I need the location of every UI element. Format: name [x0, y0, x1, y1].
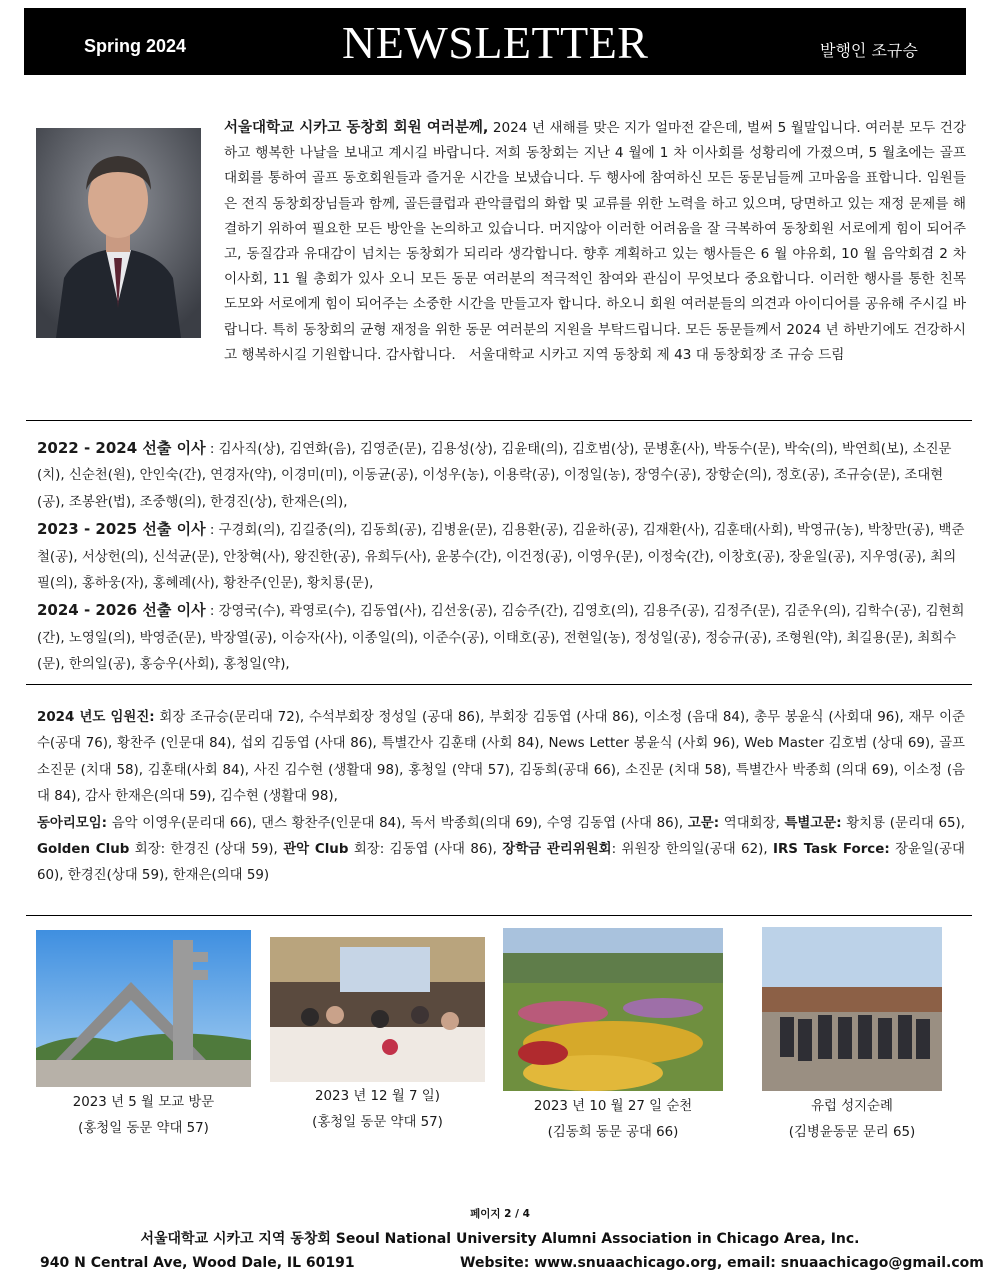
photo-caption-3 — [503, 1094, 723, 1146]
irs-task-force-title: IRS Task Force: — [773, 842, 890, 858]
publisher-label: 발행인 조규승 — [820, 41, 918, 60]
photo-campus-gate — [36, 930, 251, 1087]
gwanak-club-title: 관악 Club — [283, 842, 349, 858]
elected-names: : 강영국(수), 곽영로(수), 김동엽(사), 김선웅(공), 김승주(간), 김영호(의), 김용주(공), 김정주(문), 김준우(의), 김학수(공), 김현희(간), 노영일(의), 박영준(문), 박장열(공), 이승자(사), 이종일(의), 이준수(공), 이태호(공), 전현일(농), 정성일(공), 정승규(공), 조형원(약), 최길용(문), 최희수(문), 한의일(공), 홍승우(사회), 홍청일(약), — [37, 604, 965, 673]
advisor-text: 역대회장, — [719, 815, 785, 831]
elected-label: 2024 - 2026 선출 이사 — [37, 601, 206, 620]
divider-2 — [26, 684, 972, 685]
letter-signature: 서울대학교 시카고 지역 동창회 제 43 대 동창회장 조 규승 드림 — [468, 346, 845, 363]
photo-garden — [503, 928, 723, 1091]
photo-caption-1 — [36, 1090, 251, 1142]
association-website[interactable]: Website: www.snuaachicago.org, email: snuaachicago@gmail.com — [460, 1255, 984, 1271]
masthead-banner — [24, 8, 966, 75]
clubs-list: 음악 이영우(문리대 66), 댄스 황찬주(인문대 84), 독서 박종희(의대 69), 수영 김동엽 (사대 86), — [107, 815, 688, 831]
gwanak-club-text: 회장: 김동엽 (사대 86), — [348, 842, 503, 858]
scholarship-text: : 위원장 한의일(공대 62), — [611, 842, 773, 858]
caption-line: (김동희 동문 공대 66) — [547, 1125, 679, 1140]
issue-season: Spring 2024 — [84, 36, 187, 56]
elected-group-2024 — [37, 597, 967, 678]
golden-club-title: Golden Club — [37, 842, 130, 858]
advisor-title: 고문: — [687, 815, 720, 831]
photo-caption-4 — [762, 1094, 942, 1146]
caption-line: 2023 년 10 월 27 일 순천 — [533, 1099, 693, 1114]
officers-section — [37, 705, 965, 890]
officers-title: 2024 년도 임원진: — [37, 710, 155, 725]
page-number: 페이지 2 / 4 — [470, 1208, 530, 1220]
letter-salutation: 서울대학교 시카고 동창회 회원 여러분께, — [224, 120, 489, 136]
photo-pilgrimage — [762, 927, 942, 1091]
photo-caption-2 — [270, 1084, 485, 1136]
caption-line: 유럽 성지순례 — [811, 1099, 893, 1114]
clubs-title: 동아리모임: — [37, 815, 108, 831]
caption-line: (홍청일 동문 약대 57) — [312, 1115, 443, 1130]
portrait-spacer — [36, 116, 224, 357]
association-address: 940 N Central Ave, Wood Dale, IL 60191 — [40, 1255, 355, 1271]
elected-names: : 김사직(상), 김연화(음), 김영준(문), 김용성(상), 김윤태(의), 김호범(상), 문병훈(사), 박동수(문), 박숙(의), 박연희(보), 소진문(치), 신순천(원), 안인숙(간), 연경자(약), 이경미(미), 이동균(공), 이성우(농), 이용락(공), 이정일(농), 장영수(공), 장항순(의), 정호(공), 조규승(문), 조대현(공), 조봉완(법), 조중행(의), 한경진(상), 한재은(의), — [37, 442, 952, 510]
caption-line: 2023 년 12 월 7 일) — [315, 1089, 440, 1104]
elected-group-2023 — [37, 516, 967, 597]
elected-directors — [37, 435, 967, 679]
caption-line: 2023 년 5 월 모교 방문 — [72, 1095, 215, 1110]
photo-banquet — [270, 937, 485, 1082]
scholarship-title: 장학금 관리위원회 — [502, 842, 612, 858]
association-name: 서울대학교 시카고 지역 동창회 Seoul National University Alumni Association in Chicago Area, Inc. — [140, 1231, 860, 1247]
irs-task-force-text: 장윤일(공대 60), 한경진(상대 59), 한재은(의대 59) — [37, 842, 965, 884]
elected-label: 2022 - 2024 선출 이사 — [37, 439, 206, 457]
letter-body: 2024 년 새해를 맞은 지가 얼마전 같은데, 벌써 5 월말입니다. 여러분 모두 건강하고 행복한 나날을 보내고 계시길 바랍니다. 저희 동창회는 지난 4 월에 1 차 이사회를 성황리에 가졌으며, 5 월초에는 골프대회를 통하여 골프 동호회원들과 즐거운 시간을 보냈습니다. 두 행사에 참여하신 모든 동문님들께 고마움을 표합니다. 임원들은 전직 동창회장님들과 함께, 골든클럽과 관악클럽의 화합 및 교류를 위한 노력을 하고 있으며, 당면하고 있는 재정 문제를 해결하기 위하여 필요한 모든 방안을 논의하고 있습니다. 머지않아 이러한 어려움을 잘 극복하여 동창회원 서로에게 힘이 되어주고, 동질감과 유대감이 넘치는 동창회가 되리라 생각합니다. 향후 계획하고 있는 행사들은 6 월 야유회, 10 월 음악회겸 2 차 이사회, 11 월 총회가 있사 오니 모든 동문 여러분의 적극적인 참여와 관심이 무엇보다 중요합니다. 이러한 행사를 통한 친목 도모와 서로에게 힘이 되어주는 소중한 시간을 만들고자 합니다. 하오니 회원 여러분들의 의견과 아이디어를 공유해 주시길 바랍니다. 특히 동창회의 균형 재정을 위한 동문 여러분의 지원을 부탁드립니다. 모든 동문들께서 2024 년 하반기에도 건강하시고 행복하시길 기원합니다. 감사합니다. — [224, 120, 966, 363]
special-advisor-text: 황치룡 (문리대 65), — [841, 815, 966, 831]
elected-label: 2023 - 2025 선출 이사 — [37, 520, 206, 539]
elected-group-2022 — [37, 435, 967, 516]
golden-club-text: 회장: 한경진 (상대 59), — [129, 842, 284, 858]
special-advisor-title: 특별고문: — [784, 815, 842, 831]
caption-line: (김병윤동문 문리 65) — [788, 1125, 916, 1140]
elected-names: : 구경회(의), 김길중(의), 김동희(공), 김병윤(문), 김용환(공), 김윤하(공), 김재환(사), 김훈태(사회), 박영규(농), 박창만(공), 백준철(공), 서상헌(의), 신석균(문), 안창혁(사), 왕진한(공), 유희두(사), 윤봉수(간), 이건정(공), 이영우(문), 이정숙(간), 이창호(공), 장윤일(공), 지우영(공), 최의필(의), 홍하웅(자), 홍혜례(사), 황찬주(인문), 황치룡(문), — [37, 523, 965, 592]
president-letter — [36, 116, 966, 368]
caption-line: (홍청일 동문 약대 57) — [78, 1121, 209, 1136]
divider-3 — [26, 915, 972, 916]
officers-list: 회장 조규승(문리대 72), 수석부회장 정성일 (공대 86), 부회장 김동엽 (사대 86), 이소정 (음대 84), 총무 봉윤식 (사회대 96), 재무 이준수(공대 76), 황찬주 (인문대 84), 섭외 김동엽 (사대 86), 특별간사 김훈태 (사회 84), News Letter 봉윤식 (사회 96), Web Master 김호범 (상대 69), 골프 소진문 (치대 58), 김훈태(사회 84), 사진 김수현 (생활대 98), 홍청일 (약대 57), 김동희(공대 66), 소진문 (치대 58), 특별간사 박종희 (의대 69), 이소정 (음대 84), 감사 한재은(의대 59), 김수현 (생활대 98), — [37, 710, 965, 805]
newsletter-title: NEWSLETTER — [342, 17, 649, 68]
divider-1 — [26, 420, 972, 421]
